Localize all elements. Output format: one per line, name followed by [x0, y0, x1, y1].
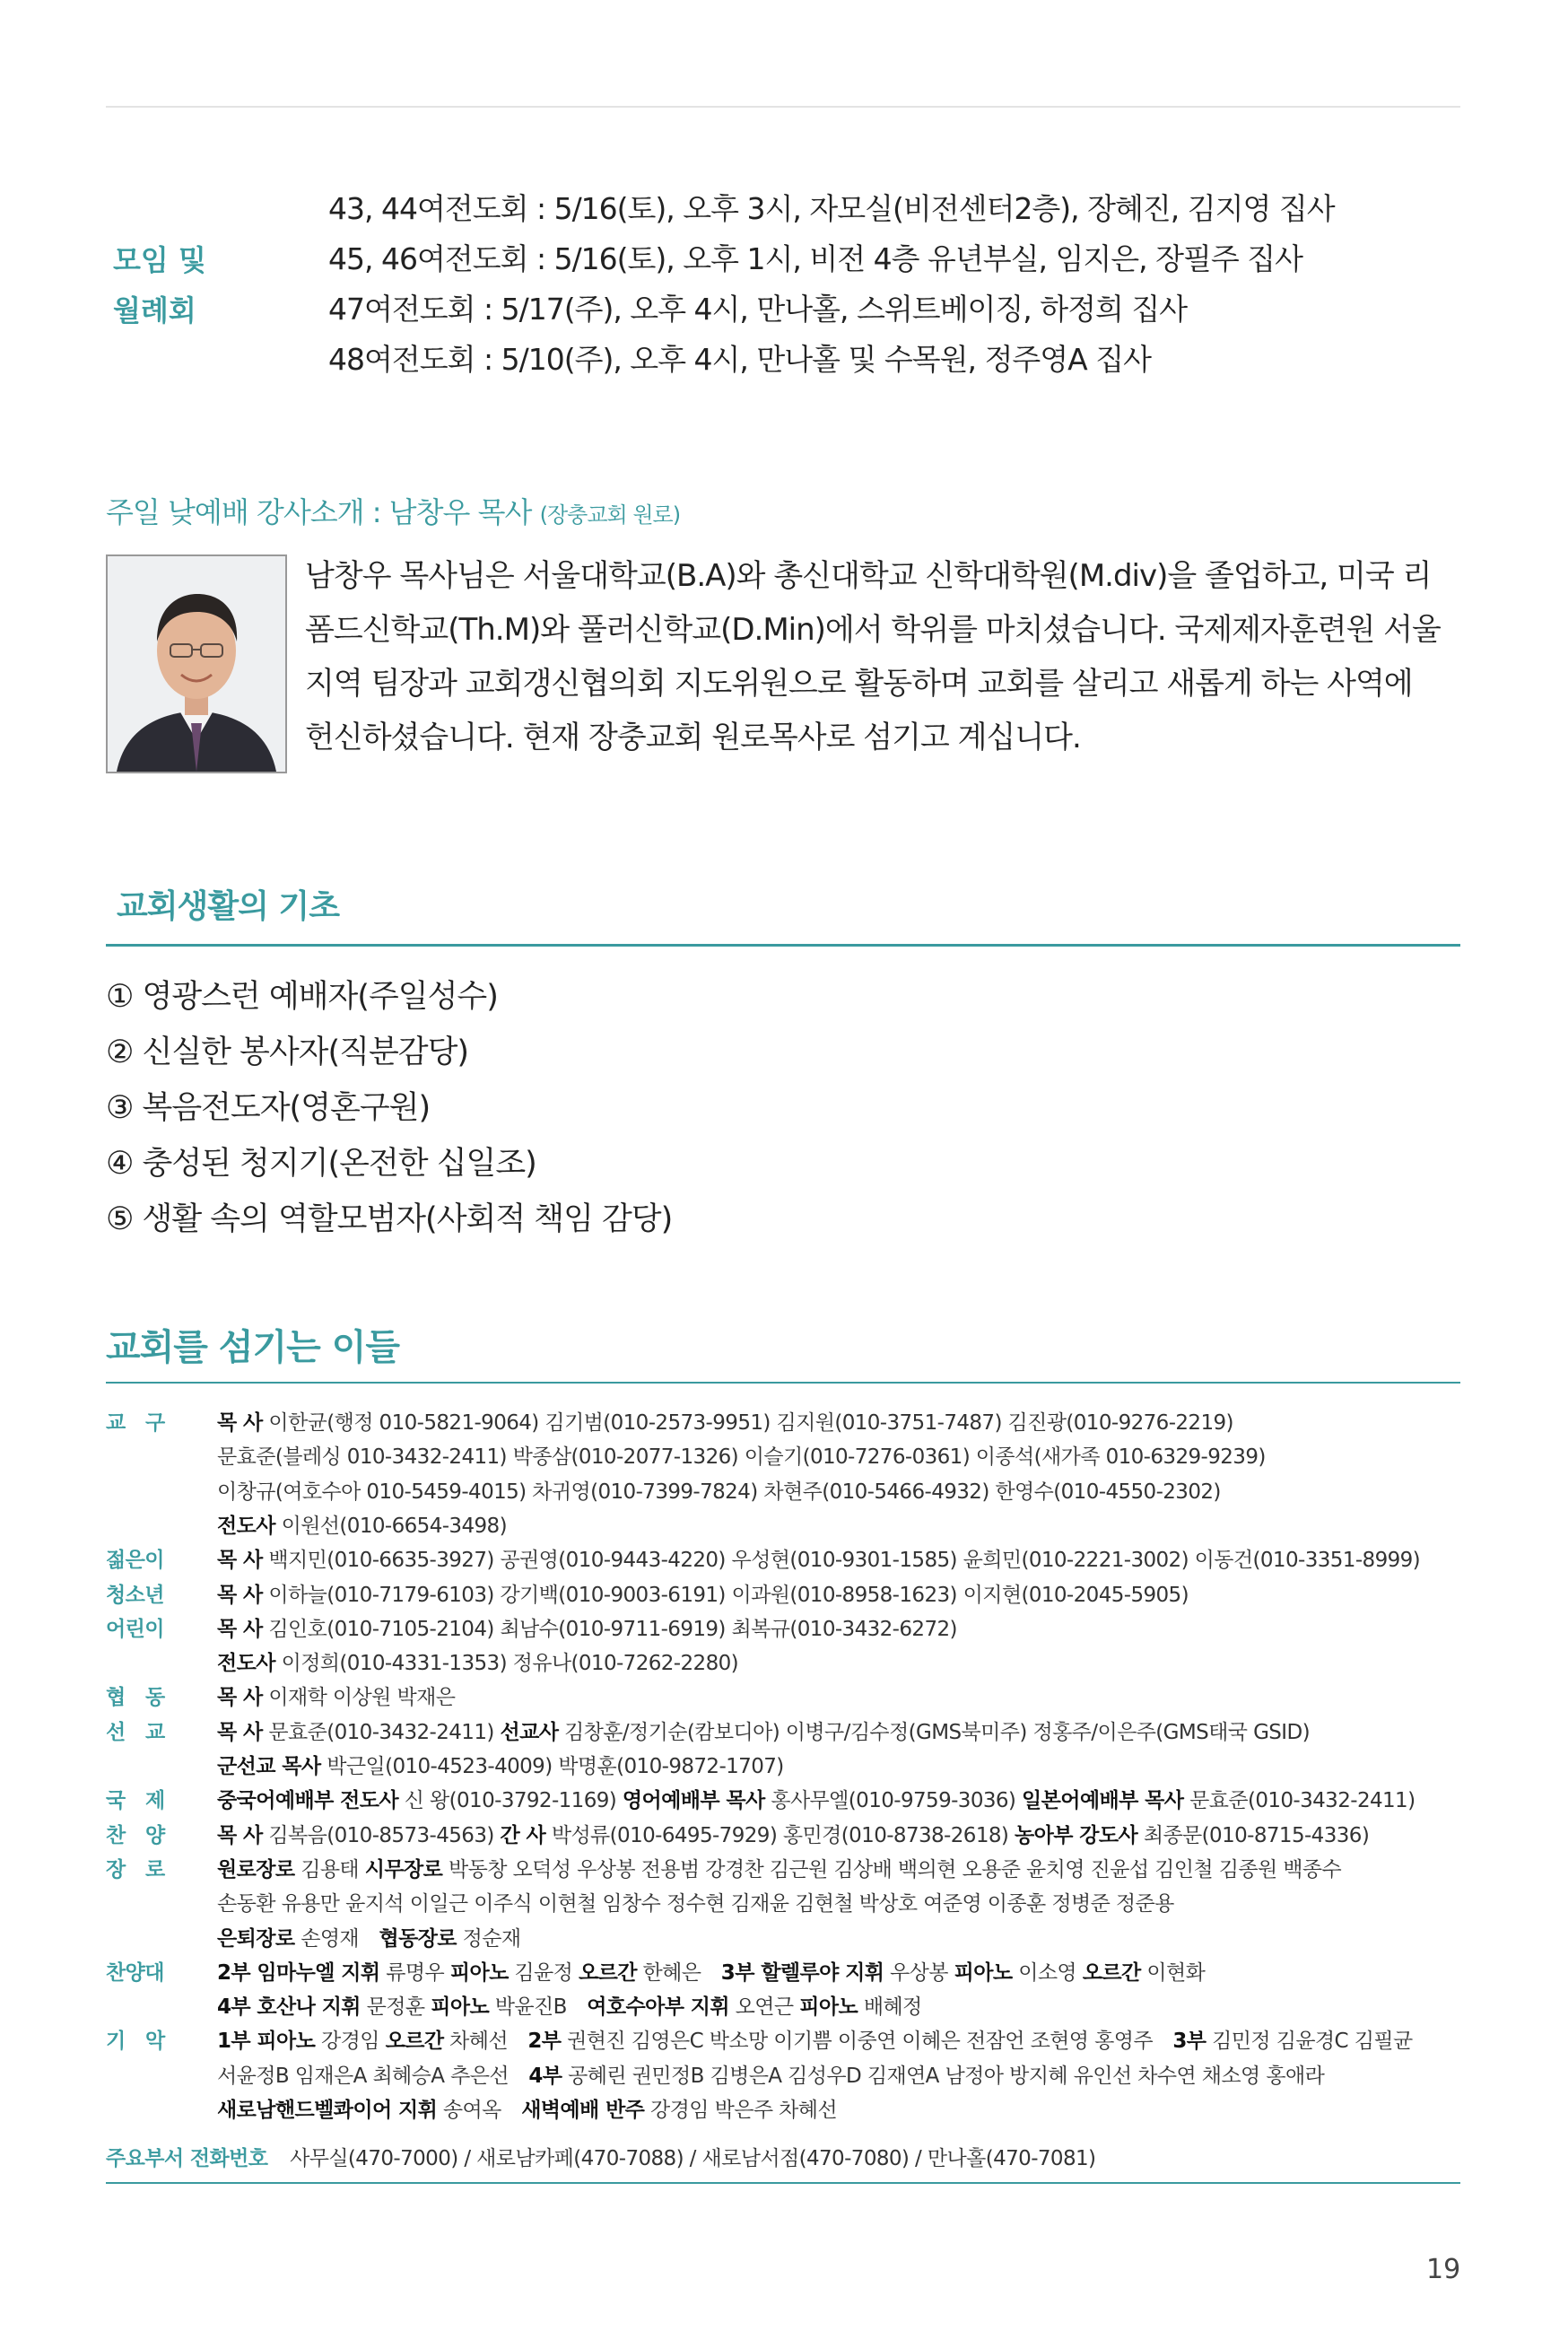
- bio-line: 지역 팀장과 교회갱신협의회 지도위원으로 활동하며 교회를 살리고 새롭게 하는 사역에: [305, 666, 1413, 702]
- servant-row-text: [217, 1578, 1189, 1612]
- meeting-line: 47여전도회 : 5/17(주), 오후 4시, 만나홀, 스위트베이징, 하정희 집사: [328, 292, 1188, 327]
- basics-item: ③ 복음전도자(영혼구원): [106, 1090, 431, 1126]
- servant-row-text: [217, 1750, 784, 1784]
- servant-role: 군선교 목사: [217, 1755, 321, 1778]
- basics-item: ② 신실한 봉사자(직분감당): [106, 1035, 469, 1070]
- servant-role: 2부: [527, 2030, 562, 2053]
- servant-role: 농아부 강도사: [1014, 1824, 1138, 1847]
- servant-names: 이하늘(010-7179-6103) 강기백(010-9003-6191) 이과원(010-8958-1623) 이지현(010-2045-5905): [262, 1584, 1189, 1607]
- top-divider: [106, 106, 1460, 108]
- meeting-label: [113, 235, 206, 336]
- meeting-line: 43, 44여전도회 : 5/16(토), 오후 3시, 자모실(비전센터2층), 장혜진, 김지영 집사: [328, 191, 1335, 226]
- speaker-portrait-icon: [108, 556, 285, 772]
- servant-names: 백지민(010-6635-3927) 공권영(010-9443-4220) 우성현(010-9301-1585) 윤희민(010-2221-3002) 이동건(010-3351-8999): [262, 1549, 1421, 1572]
- servant-names: 문효준(블레싱 010-3432-2411) 박종삼(010-2077-1326) 이슬기(010-7276-0361) 이종석(새가족 010-6329-9239): [217, 1445, 1266, 1469]
- servant-names: 김창훈/정기순(캄보디아) 이병구/김수정(GMS북미주) 정홍주/이은주(GMS태국 GSID): [558, 1721, 1310, 1744]
- servant-row-text: [217, 2059, 1324, 2093]
- servant-row-text: [217, 1406, 1233, 1440]
- servant-row-text: [217, 1681, 455, 1715]
- bottom-divider: [106, 2182, 1460, 2184]
- basics-item: ① 영광스런 예배자(주일성수): [106, 979, 498, 1015]
- servant-names: 이원선(010-6654-3498): [274, 1515, 507, 1538]
- servant-row-text: [217, 1509, 507, 1543]
- servant-row-text: [217, 2093, 837, 2127]
- servant-dept-label: 선 교: [106, 1721, 165, 1744]
- servant-names: 손동환 유용만 윤지석 이일근 이주식 이현철 임창수 정수현 김재윤 김현철 박상호 여준영 이종훈 정병준 정준용: [217, 1892, 1174, 1916]
- phone-row: [106, 2142, 1095, 2176]
- servant-role: 협동장로: [379, 1927, 457, 1951]
- servant-names: 김인호(010-7105-2104) 최남수(010-9711-6919) 최복규(010-3432-6272): [262, 1618, 957, 1641]
- servant-role: 1부 피아노: [217, 2030, 316, 2053]
- phone-text: 사무실(470-7000) / 새로남카페(470-7088) / 새로남서점(470-7080) / 만나홀(470-7081): [290, 2147, 1096, 2170]
- servant-dept-label: 교 구: [106, 1411, 165, 1435]
- meeting-list: [328, 184, 1335, 385]
- servant-role: 영어예배부 목사: [622, 1789, 765, 1812]
- servant-names: 권현진 김영은C 박소망 이기쁨 이중연 이혜은 전잠언 조현영 홍영주: [561, 2030, 1173, 2053]
- basics-item: ④ 충성된 청지기(온전한 십일조): [106, 1146, 536, 1182]
- servant-names: 손영재: [294, 1927, 379, 1951]
- servant-role: 여호수아부 지휘: [587, 1995, 729, 2019]
- servant-names: 김민정 김윤경C 김필균: [1206, 2030, 1413, 2053]
- servant-role: 은퇴장로: [217, 1927, 295, 1951]
- servant-names: 김윤정: [508, 1961, 579, 1985]
- servant-role: 원로장로: [217, 1858, 295, 1881]
- servant-names: 공혜린 권민정B 김병은A 김성우D 김재연A 남정아 방지혜 유인선 차수연 채소영 홍애라: [562, 2065, 1325, 2088]
- servant-role: 새로남핸드벨콰이어 지휘: [217, 2099, 438, 2122]
- servant-names: 홍사무엘(010-9759-3036): [764, 1789, 1023, 1812]
- servants-divider: [106, 1382, 1460, 1384]
- basics-divider: [106, 944, 1460, 947]
- servant-row-text: [217, 1887, 1174, 1921]
- servant-names: 이한균(행정 010-5821-9064) 김기범(010-2573-9951) 김지원(010-3751-7487) 김진광(010-9276-2219): [262, 1411, 1233, 1435]
- speaker-bio: [305, 549, 1462, 764]
- servant-names: 이현화: [1140, 1961, 1206, 1985]
- servant-role: 3부 할렐루야 지휘: [720, 1961, 884, 1985]
- basics-list: [106, 969, 672, 1247]
- servant-role: 목 사: [217, 1549, 263, 1572]
- servant-dept-label: 국 제: [106, 1789, 165, 1812]
- servant-role: 목 사: [217, 1584, 263, 1607]
- servant-row-text: [217, 1990, 922, 2024]
- servant-names: 한혜은: [636, 1961, 721, 1985]
- servant-names: 이정희(010-4331-1353) 정유나(010-7262-2280): [274, 1652, 739, 1675]
- servant-names: 강경임 박은주 차혜선: [644, 2099, 838, 2122]
- servant-names: 이재학 이상원 박재은: [262, 1686, 456, 1709]
- basics-title: 교회생활의 기초: [117, 888, 339, 925]
- servant-row-text: [217, 1784, 1415, 1818]
- servant-row-text: [217, 1612, 957, 1646]
- bio-line: 남창우 목사님은 서울대학교(B.A)와 총신대학교 신학대학원(M.div)을 졸업하고, 미국 리: [305, 558, 1432, 594]
- servant-role: 간 사: [500, 1824, 546, 1847]
- servant-names: 문정훈: [360, 1995, 431, 2019]
- servant-names: 박윤진B: [489, 1995, 588, 2019]
- servant-names: 강경임: [315, 2030, 386, 2053]
- servant-row-text: [217, 1440, 1266, 1474]
- servant-names: 이소영: [1012, 1961, 1083, 1985]
- servant-role: 2부 임마누엘 지휘: [217, 1961, 380, 1985]
- speaker-heading: [106, 490, 680, 531]
- servant-names: 배혜정: [858, 1995, 922, 2019]
- servant-names: 송여옥: [437, 2099, 522, 2122]
- meeting-label-line: 월례회: [113, 293, 196, 327]
- bio-line: 헌신하셨습니다. 현재 장충교회 원로목사로 섬기고 계십니다.: [305, 720, 1081, 755]
- servant-role: 피아노: [954, 1961, 1013, 1985]
- servant-role: 일본어예배부 목사: [1022, 1789, 1184, 1812]
- servant-role: 3부: [1172, 2030, 1206, 2053]
- basics-item: ⑤ 생활 속의 역할모범자(사회적 책임 감당): [106, 1201, 673, 1237]
- bio-line: 폼드신학교(Th.M)와 풀러신학교(D.Min)에서 학위를 마치셨습니다. 국제제자훈련원 서울: [305, 612, 1441, 648]
- servant-names: 오연근: [728, 1995, 800, 2019]
- servant-role: 오르간: [385, 2030, 444, 2053]
- servant-names: 우상봉: [884, 1961, 954, 1985]
- servant-names: 류명우: [379, 1961, 450, 1985]
- phone-label: 주요부서 전화번호: [106, 2147, 268, 2170]
- servant-dept-label: 어린이: [106, 1618, 164, 1641]
- servant-role: 선교사: [500, 1721, 559, 1744]
- servant-names: 박성류(010-6495-7929) 홍민경(010-8738-2618): [545, 1824, 1015, 1847]
- servant-role: 목 사: [217, 1824, 263, 1847]
- servant-role: 중국어예배부 전도사: [217, 1789, 398, 1812]
- servant-role: 오르간: [578, 1961, 637, 1985]
- servant-row-text: [217, 2024, 1413, 2058]
- servant-names: 정순재: [456, 1927, 521, 1951]
- servant-role: 목 사: [217, 1721, 263, 1744]
- servant-names: 서윤정B 임재은A 최혜승A 추은선: [217, 2065, 529, 2088]
- servant-dept-label: 젊은이: [106, 1549, 164, 1572]
- speaker-title: 주일 낮예배 강사소개 : 남창우 목사: [106, 495, 532, 529]
- servant-names: 최종문(010-8715-4336): [1137, 1824, 1370, 1847]
- servant-names: 박근일(010-4523-4009) 박명훈(010-9872-1707): [320, 1755, 784, 1778]
- servant-dept-label: 찬 양: [106, 1824, 165, 1847]
- servant-names: 문효준(010-3432-2411): [262, 1721, 501, 1744]
- servant-dept-label: 장 로: [106, 1858, 165, 1881]
- servant-names: 이창규(여호수아 010-5459-4015) 차귀영(010-7399-7824) 차현주(010-5466-4932) 한영수(010-4550-2302): [217, 1480, 1221, 1504]
- servant-row-text: [217, 1956, 1205, 1990]
- servant-dept-label: 기 악: [106, 2030, 165, 2053]
- page-number: 19: [1426, 2254, 1461, 2285]
- servant-row-text: [217, 1646, 738, 1681]
- servant-role: 목 사: [217, 1618, 263, 1641]
- servant-role: 새벽예배 반주: [521, 2099, 645, 2122]
- speaker-photo: [106, 554, 287, 773]
- servants-title: 교회를 섬기는 이들: [106, 1327, 399, 1368]
- servant-dept-label: 찬양대: [106, 1961, 164, 1985]
- servant-names: 김복음(010-8573-4563): [262, 1824, 501, 1847]
- servant-row-text: [217, 1716, 1310, 1750]
- servant-dept-label: 협 동: [106, 1686, 165, 1709]
- meeting-line: 45, 46여전도회 : 5/16(토), 오후 1시, 비전 4층 유년부실, 임지은, 장필주 집사: [328, 241, 1302, 276]
- servant-row-text: [217, 1922, 521, 1956]
- servant-row-text: [217, 1819, 1369, 1853]
- servant-names: 차혜선: [443, 2030, 528, 2053]
- servant-role: 목 사: [217, 1686, 263, 1709]
- servant-row-text: [217, 1853, 1341, 1887]
- servant-role: 전도사: [217, 1515, 275, 1538]
- servant-row-text: [217, 1475, 1221, 1509]
- servant-names: 김용태: [294, 1858, 365, 1881]
- servant-role: 피아노: [799, 1995, 858, 2019]
- servant-row-text: [217, 1543, 1420, 1577]
- servant-role: 전도사: [217, 1652, 275, 1675]
- servant-role: 목 사: [217, 1411, 263, 1435]
- meeting-label-line: 모임 및: [113, 243, 206, 277]
- servant-role: 4부: [528, 2065, 562, 2088]
- servant-role: 시무장로: [364, 1858, 443, 1881]
- speaker-subtitle: (장충교회 원로): [539, 502, 681, 528]
- servant-role: 오르간: [1082, 1961, 1141, 1985]
- servant-role: 피아노: [449, 1961, 509, 1985]
- servant-role: 피아노: [431, 1995, 490, 2019]
- servant-role: 4부 호산나 지휘: [217, 1995, 361, 2019]
- servant-names: 신 왕(010-3792-1169): [397, 1789, 623, 1812]
- servant-dept-label: 청소년: [106, 1584, 164, 1607]
- servant-names: 박동창 오덕성 우상봉 전용범 강경찬 김근원 김상배 백의현 오용준 윤치영 진윤섭 김인철 김종원 백종수: [442, 1858, 1342, 1881]
- servant-names: 문효준(010-3432-2411): [1183, 1789, 1416, 1812]
- meeting-line: 48여전도회 : 5/10(주), 오후 4시, 만나홀 및 수목원, 정주영A 집사: [328, 342, 1151, 377]
